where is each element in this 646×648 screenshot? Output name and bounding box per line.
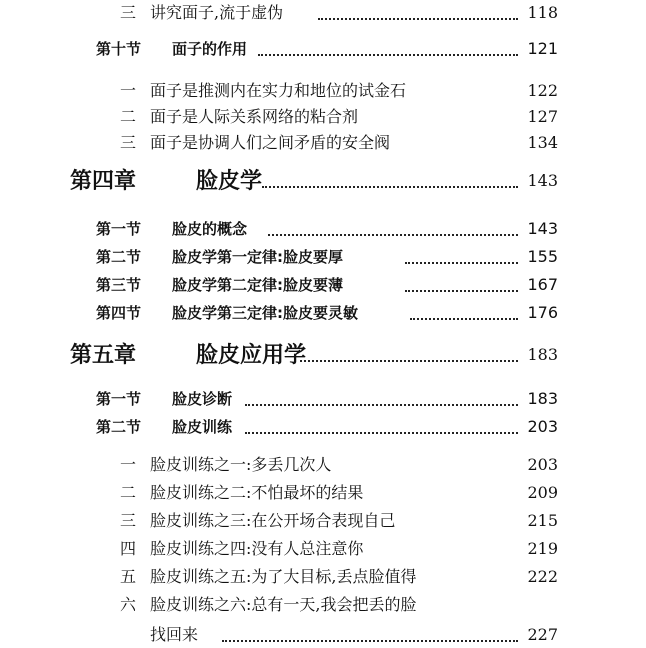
toc-entry	[0, 300, 646, 326]
toc-entry-number: 三	[120, 3, 137, 22]
toc-entry	[0, 452, 646, 478]
toc-entry	[0, 508, 646, 534]
toc-entry-title: 脸皮学	[196, 168, 263, 194]
toc-entry	[0, 36, 646, 62]
toc-entry	[0, 216, 646, 242]
dot-leader	[245, 404, 518, 406]
toc-entry-title: 面子是人际关系网络的粘合剂	[150, 107, 359, 126]
dot-leader	[318, 18, 518, 20]
toc-entry-title: 面子的作用	[172, 40, 248, 58]
toc-entry-page-number: 127	[527, 107, 558, 126]
toc-entry	[0, 622, 646, 648]
toc-entry	[0, 168, 646, 194]
dot-leader	[405, 262, 518, 264]
toc-entry-number: 一	[120, 81, 137, 100]
toc-entry-page-number: 227	[527, 625, 558, 644]
dot-leader	[222, 640, 518, 642]
toc-entry-title: 讲究面子,流于虚伪	[150, 3, 284, 22]
toc-entry-title: 脸皮的概念	[172, 220, 248, 238]
toc-entry	[0, 564, 646, 590]
toc-entry-number: 五	[120, 567, 137, 586]
toc-entry	[0, 0, 646, 26]
toc-entry-title: 脸皮训练之三:在公开场合表现自己	[150, 511, 396, 530]
toc-entry	[0, 414, 646, 440]
toc-entry	[0, 592, 646, 618]
toc-entry-page-number: 222	[527, 567, 558, 586]
toc-entry-page-number: 143	[527, 171, 558, 190]
toc-entry-page-number: 121	[527, 39, 558, 58]
toc-entry-title: 面子是推测内在实力和地位的试金石	[150, 81, 407, 100]
toc-entry-number: 第一节	[96, 220, 142, 238]
toc-entry-title: 脸皮训练之五:为了大目标,丢点脸值得	[150, 567, 417, 586]
toc-entry-title: 脸皮训练之六:总有一天,我会把丢的脸	[150, 595, 417, 614]
toc-entry-number: 六	[120, 595, 137, 614]
toc-entry-number: 第十节	[96, 40, 142, 58]
toc-entry-page-number: 176	[527, 303, 558, 322]
toc-entry-title: 脸皮应用学	[196, 342, 307, 368]
dot-leader	[258, 54, 518, 56]
toc-entry	[0, 272, 646, 298]
toc-entry-title: 面子是协调人们之间矛盾的安全阀	[150, 133, 391, 152]
toc-entry-page-number: 203	[527, 455, 558, 474]
toc-entry-title: 找回来	[150, 625, 199, 644]
toc-entry-title: 脸皮训练之一:多丢几次人	[150, 455, 332, 474]
toc-entry-page-number: 122	[527, 81, 558, 100]
toc-entry-title: 脸皮训练	[172, 418, 233, 436]
dot-leader	[405, 290, 518, 292]
toc-entry	[0, 480, 646, 506]
toc-entry-title: 脸皮诊断	[172, 390, 233, 408]
toc-entry-title: 脸皮学第二定律:脸皮要薄	[172, 276, 343, 294]
toc-entry	[0, 244, 646, 270]
toc-entry-number: 三	[120, 511, 137, 530]
toc-entry-title: 脸皮学第一定律:脸皮要厚	[172, 248, 343, 266]
toc-entry	[0, 386, 646, 412]
toc-entry-number: 第五章	[70, 342, 137, 368]
toc-entry	[0, 104, 646, 130]
toc-entry-page-number: 183	[527, 345, 558, 364]
toc-entry-title: 脸皮训练之四:没有人总注意你	[150, 539, 364, 558]
toc-entry	[0, 342, 646, 368]
toc-entry-number: 二	[120, 107, 137, 126]
toc-entry-number: 三	[120, 133, 137, 152]
toc-entry-page-number: 155	[527, 247, 558, 266]
dot-leader	[245, 432, 518, 434]
toc-entry-title: 脸皮训练之二:不怕最坏的结果	[150, 483, 364, 502]
toc-entry-number: 第二节	[96, 248, 142, 266]
toc-entry-page-number: 219	[527, 539, 558, 558]
toc-entry	[0, 536, 646, 562]
dot-leader	[268, 234, 518, 236]
toc-entry-page-number: 203	[527, 417, 558, 436]
toc-entry-number: 第三节	[96, 276, 142, 294]
toc-entry-page-number: 183	[527, 389, 558, 408]
toc-entry-number: 四	[120, 539, 137, 558]
dot-leader	[300, 360, 518, 362]
toc-entry-page-number: 118	[527, 3, 558, 22]
toc-entry-page-number: 143	[527, 219, 558, 238]
dot-leader	[262, 186, 518, 188]
dot-leader	[410, 318, 518, 320]
toc-entry-page-number: 167	[527, 275, 558, 294]
toc-entry-number: 一	[120, 455, 137, 474]
toc-entry-number: 第一节	[96, 390, 142, 408]
toc-entry-number: 第四章	[70, 168, 137, 194]
toc-entry-page-number: 134	[527, 133, 558, 152]
toc-entry-number: 第四节	[96, 304, 142, 322]
toc-entry	[0, 78, 646, 104]
toc-entry	[0, 130, 646, 156]
toc-entry-title: 脸皮学第三定律:脸皮要灵敏	[172, 304, 358, 322]
toc-entry-number: 二	[120, 483, 137, 502]
toc-entry-number: 第二节	[96, 418, 142, 436]
toc-entry-page-number: 209	[527, 483, 558, 502]
toc-entry-page-number: 215	[527, 511, 558, 530]
